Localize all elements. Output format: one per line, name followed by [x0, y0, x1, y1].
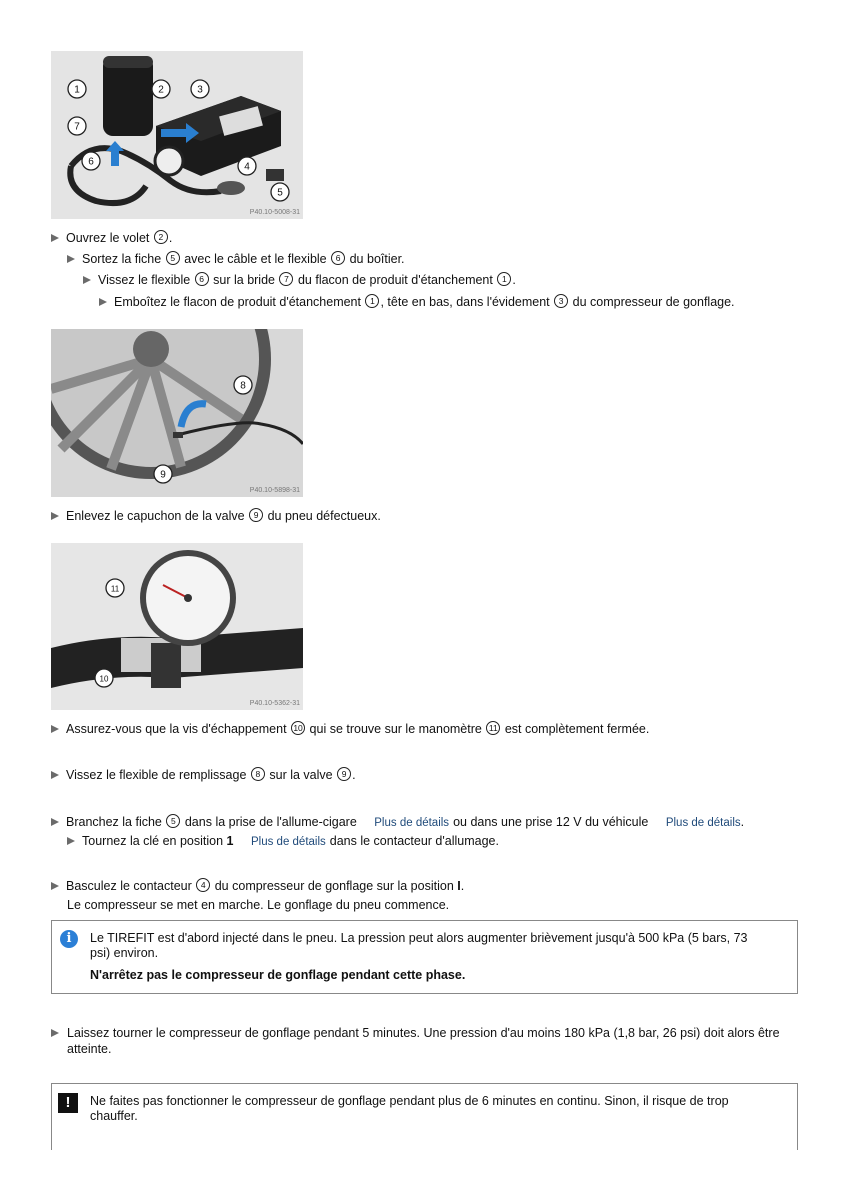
warning-icon: !: [58, 1093, 78, 1113]
step-compressor-result: Le compresseur se met en marche. Le gonflage du pneu commence.: [67, 898, 450, 912]
bullet-arrow-icon: [99, 298, 107, 306]
callout-label: 11: [110, 584, 120, 594]
info-box: [51, 920, 798, 994]
warning-box: [51, 1083, 798, 1150]
bullet-arrow-icon: [51, 234, 59, 242]
bullet-arrow-icon: [51, 882, 59, 890]
callout-label: 6: [88, 156, 94, 168]
callout-label: 5: [277, 187, 283, 199]
bullet-arrow-icon: [51, 512, 59, 520]
callout-number: 11: [486, 721, 500, 735]
callout-label: 10: [99, 674, 109, 684]
bullet-arrow-icon: [67, 837, 75, 845]
bullet-arrow-icon: [51, 1029, 59, 1037]
callout-label: 9: [160, 469, 166, 481]
info-icon: i: [60, 930, 78, 948]
warning-text: Ne faites pas fonctionner le compresseur de gonflage pendant plus de 6 minutes en continu. Sinon, il risque de trop chauffer.: [90, 1094, 729, 1123]
info-bold-text: N'arrêtez pas le compresseur de gonflage pendant cette phase.: [90, 968, 466, 982]
step-turn-key: Tournez la clé en position 1 Plus de détails dans le contacteur d'allumage.: [67, 833, 499, 850]
callout-number: 1: [497, 272, 511, 286]
details-link[interactable]: Plus de détails: [250, 836, 326, 848]
bullet-arrow-icon: [51, 818, 59, 826]
step-switch-compressor: Basculez le contacteur 4 du compresseur de gonflage sur la position I.: [51, 878, 464, 894]
image-caption: P40.10-5362-31: [249, 700, 300, 707]
step-connect-plug: Branchez la fiche 5 dans la prise de l'allume-cigare Plus de détails ou dans une prise 12 V du véhicule Plus de détails.: [51, 814, 744, 831]
callout-number: 3: [554, 294, 568, 308]
step-run-compressor: Laissez tourner le compresseur de gonflage pendant 5 minutes. Une pression d'au moins 180 kPa (1,8 bar, 26 psi) doit alors être atteinte.: [51, 1025, 796, 1057]
wheel-valve-illustration: [51, 329, 303, 497]
image-caption: P40.10-5008-31: [249, 209, 300, 216]
bullet-arrow-icon: [51, 771, 59, 779]
step-insert-bottle: Emboîtez le flacon de produit d'étanchement 1 , tête en bas, dans l'évidement 3 du compresseur de gonflage.: [99, 294, 735, 310]
callout-number: 9: [337, 767, 351, 781]
callout-number: 9: [249, 508, 263, 522]
callout-number: 6: [331, 251, 345, 265]
callout-label: 2: [158, 84, 164, 96]
tirefit-kit-illustration: [51, 51, 303, 219]
bullet-arrow-icon: [83, 276, 91, 284]
callout-number: 10: [291, 721, 305, 735]
callout-label: 3: [197, 84, 203, 96]
bullet-arrow-icon: [67, 255, 75, 263]
callout-label: 7: [74, 121, 80, 133]
callout-number: 1: [365, 294, 379, 308]
callout-number: 5: [166, 814, 180, 828]
callout-label: 8: [240, 380, 246, 392]
callout-number: 7: [279, 272, 293, 286]
bullet-arrow-icon: [51, 725, 59, 733]
step-check-bleed-screw: Assurez-vous que la vis d'échappement 10 qui se trouve sur le manomètre 11 est complètement fermée.: [51, 721, 649, 737]
callout-number: 4: [196, 878, 210, 892]
details-link[interactable]: Plus de détails: [665, 817, 741, 829]
step-remove-plug: Sortez la fiche 5 avec le câble et le flexible 6 du boîtier.: [67, 251, 405, 267]
image-caption: P40.10-5898-31: [249, 487, 300, 494]
callout-label: 1: [74, 84, 80, 96]
callout-number: 2: [154, 230, 168, 244]
step-screw-filling-hose: Vissez le flexible de remplissage 8 sur la valve 9 .: [51, 767, 356, 783]
pressure-gauge-illustration: [51, 543, 303, 710]
callout-number: 6: [195, 272, 209, 286]
step-remove-valve-cap: Enlevez le capuchon de la valve 9 du pneu défectueux.: [51, 508, 381, 524]
callout-label: 4: [244, 161, 250, 173]
callout-number: 5: [166, 251, 180, 265]
step-open-flap: Ouvrez le volet 2 .: [51, 230, 172, 246]
callout-number: 8: [251, 767, 265, 781]
step-screw-hose: Vissez le flexible 6 sur la bride 7 du flacon de produit d'étanchement 1 .: [83, 272, 516, 288]
info-text: Le TIREFIT est d'abord injecté dans le pneu. La pression peut alors augmenter brièvement jusqu'à 500 kPa (5 bars, 73 psi) environ.: [90, 931, 748, 960]
details-link[interactable]: Plus de détails: [374, 817, 450, 829]
